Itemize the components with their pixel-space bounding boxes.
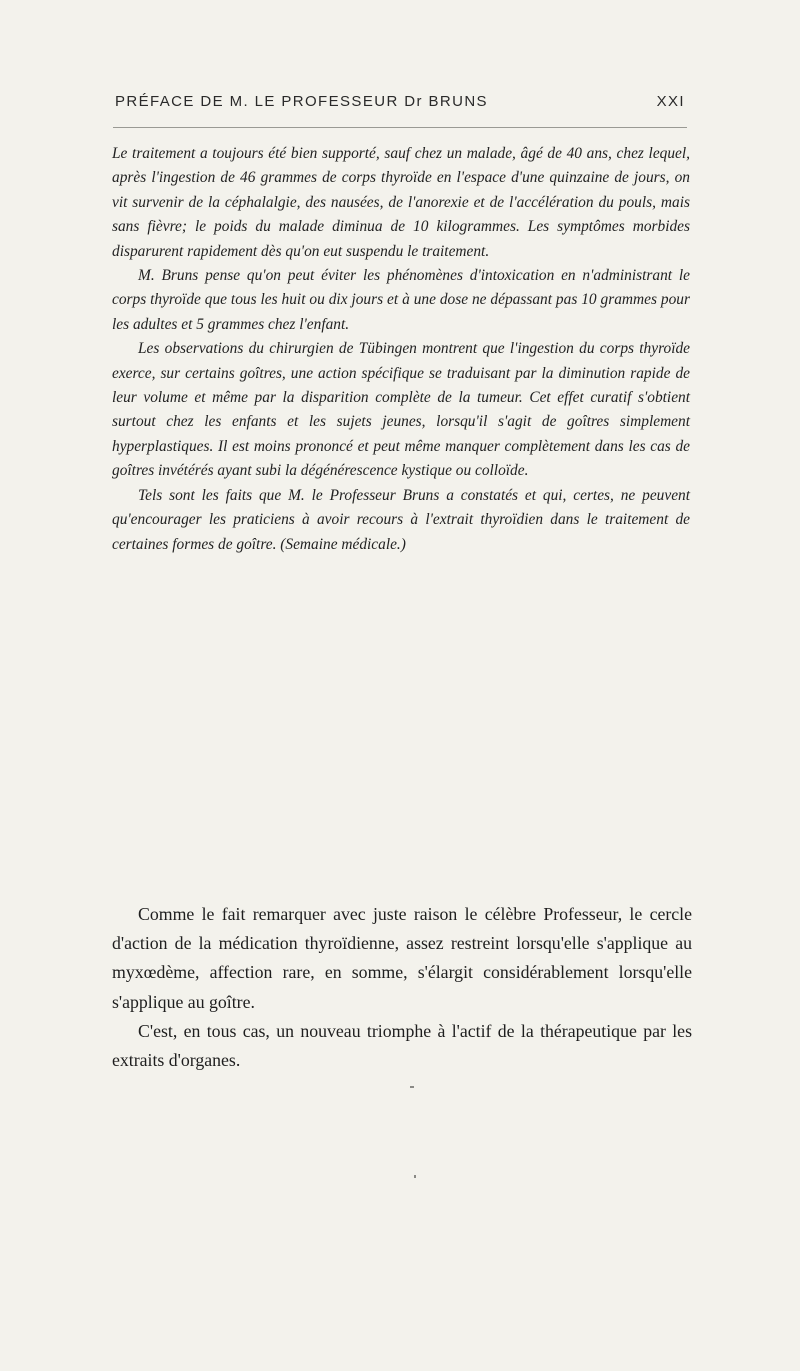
print-speck	[414, 1175, 416, 1178]
quoted-passage	[112, 142, 690, 557]
body-paragraph-1: Comme le fait remarquer avec juste raison le célèbre Professeur, le cercle d'action de la médication thyroïdienne, assez restreint lorsqu'elle s'applique au myxœdème, affection rare, en somme, s'élargit considérablement lorsqu'elle s'applique au goître.	[112, 904, 692, 1012]
quote-paragraph-4: Tels sont les faits que M. le Professeur Bruns a constatés et qui, certes, ne peuvent qu'encourager les praticiens à avoir recours à l'extrait thyroïdien dans le traitement de certaines formes de goître. (Semaine médicale.)	[112, 486, 690, 553]
quote-paragraph-1: Le traitement a toujours été bien supporté, sauf chez un malade, âgé de 40 ans, chez lequel, après l'ingestion de 46 grammes de corps thyroïde en l'espace d'une quinzaine de jours, on vit survenir de la céphalalgie, des nausées, de l'anorexie et de l'accélération du pouls, mais sans fièvre; le poids du malade diminua de 10 kilogrammes. Les symptômes morbides disparurent rapidement dès qu'on eut suspendu le traitement.	[112, 145, 690, 260]
header-rule	[113, 127, 687, 128]
quote-paragraph-3: Les observations du chirurgien de Tübingen montrent que l'ingestion du corps thyroïde exerce, sur certains goîtres, une action spécifique se traduisant par la diminution rapide de leur volume et même par la disparition complète de la tumeur. Cet effet curatif s'obtient surtout chez les enfants et les sujets jeunes, lorsqu'il s'agit de goîtres simplement hyperplastiques. Il est moins prononcé et peut même manquer complètement dans les cas de goîtres invétérés ayant subi la dégénérescence kystique ou colloïde.	[112, 340, 690, 480]
quote-paragraph-2: M. Bruns pense qu'on peut éviter les phénomènes d'intoxication en n'administrant le corps thyroïde que tous les huit ou dix jours et à une dose ne dépassant pas 10 grammes pour les adultes et 5 grammes chez l'enfant.	[112, 267, 690, 333]
page-number: XXI	[656, 93, 685, 110]
print-speck	[410, 1086, 414, 1088]
main-text	[112, 900, 692, 1075]
running-header	[115, 91, 685, 115]
body-paragraph-2: C'est, en tous cas, un nouveau triomphe à l'actif de la thérapeutique par les extraits d'organes.	[112, 1020, 692, 1071]
header-title: PRÉFACE DE M. LE PROFESSEUR Dr BRUNS	[115, 93, 488, 110]
